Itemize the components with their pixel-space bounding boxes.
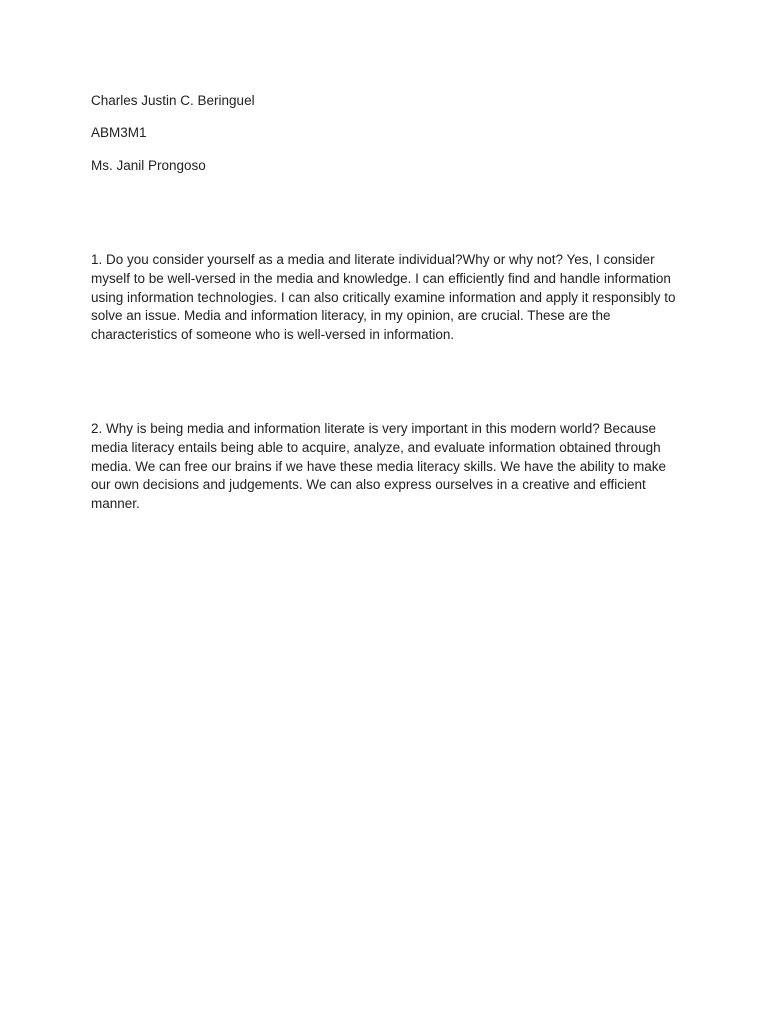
student-name: Charles Justin C. Beringuel	[91, 93, 255, 108]
section-label: ABM3M1	[91, 125, 147, 140]
answer-paragraph-2: 2. Why is being media and information literate is very important in this modern world? Because media literacy entails being able to acquire, analyze, and evaluate information obtained through media. We can free our brains if we have these media literacy skills. We have the ability to make our own decisions and judgements. We can also express ourselves in a creative and efficient manner.	[91, 421, 667, 512]
answer-paragraph-1: 1. Do you consider yourself as a media and literate individual?Why or why not? Yes, I consider myself to be well-versed in the media and knowledge. I can efficiently find and handle information using information technologies. I can also critically examine information and apply it responsibly to solve an issue. Media and information literacy, in my opinion, are crucial. These are the characteristics of someone who is well-versed in information.	[91, 252, 676, 343]
teacher-name: Ms. Janil Prongoso	[91, 158, 206, 173]
